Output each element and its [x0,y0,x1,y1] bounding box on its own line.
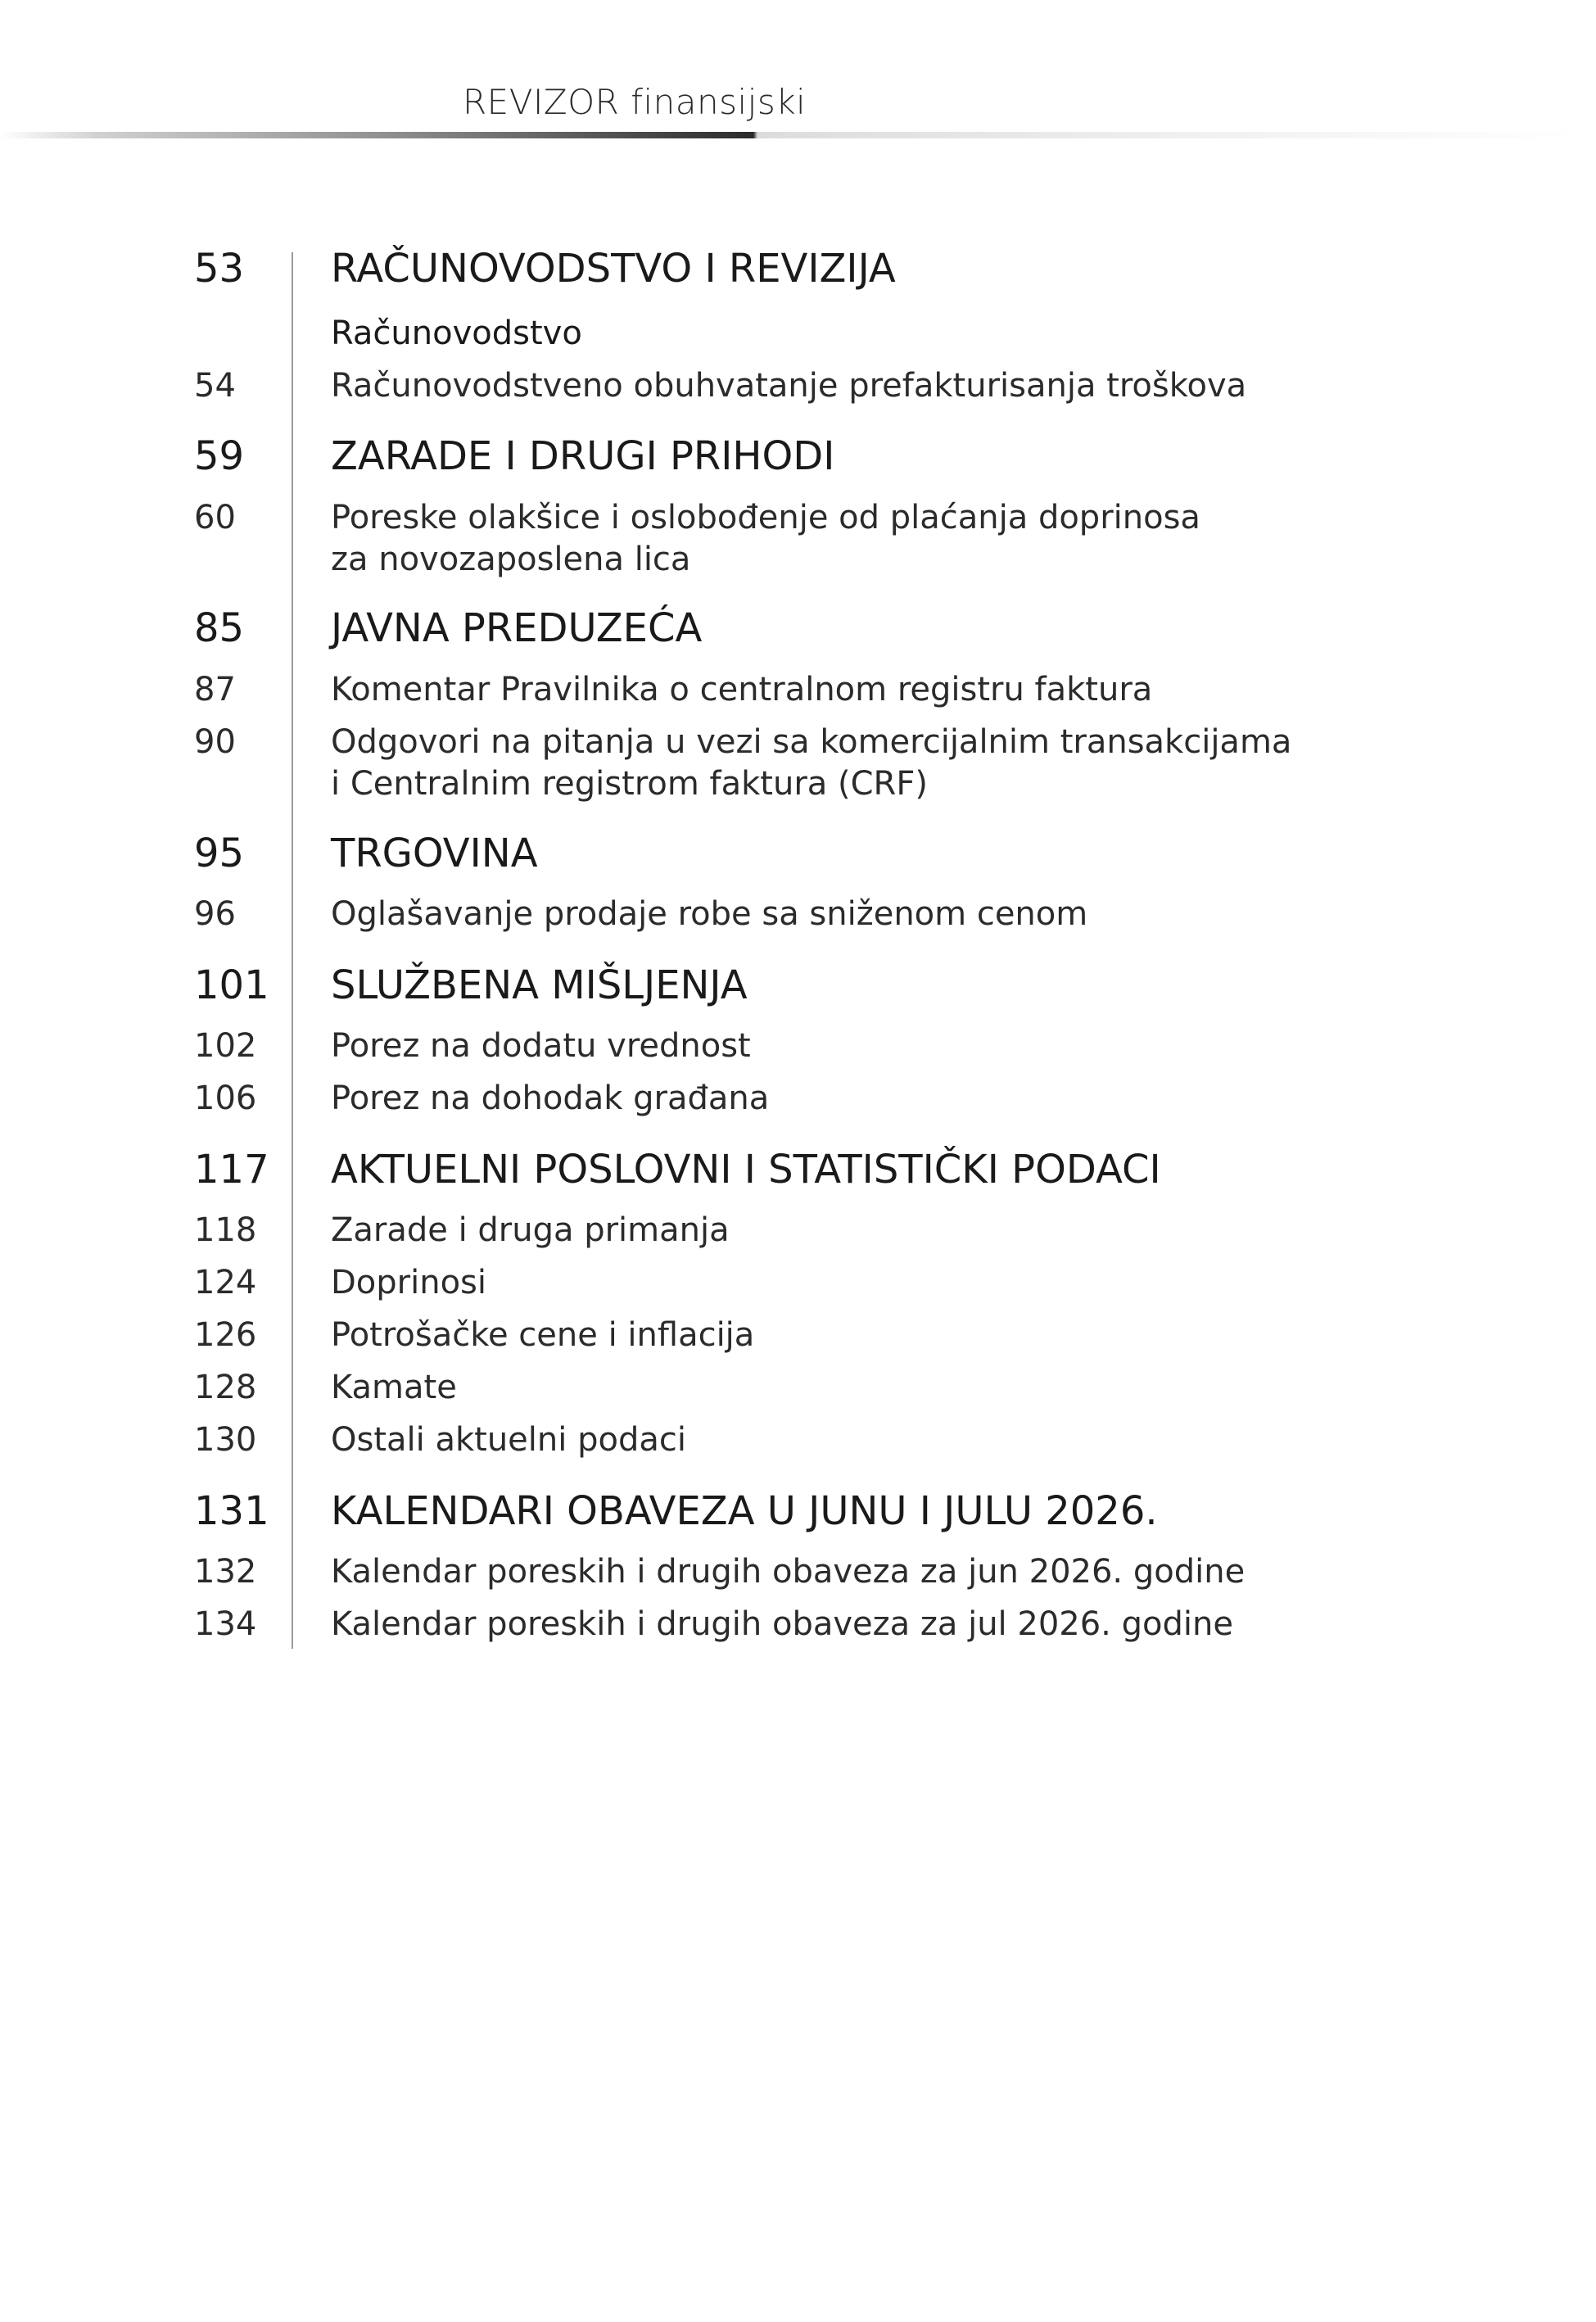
toc-entry-title: Porez na dohodak građana [331,1080,770,1117]
toc-entry-title: Poreske olakšice i oslobođenje od plaćanja doprinosa [331,499,1200,536]
toc-section-title: SLUŽBENA MIŠLJENJA [331,962,748,1008]
toc-page-number: 132 [194,1553,257,1591]
toc-entry-title: Potrošačke cene i inflacija [331,1316,755,1354]
toc-page-number: 101 [194,962,269,1008]
toc-page-number: 90 [194,723,236,761]
toc-page-number: 96 [194,895,236,933]
toc-entry-title: Računovodstveno obuhvatanje prefakturisanja troškova [331,367,1247,405]
toc-page-number: 128 [194,1369,257,1406]
toc-vertical-divider [292,252,293,1649]
toc-entry-title: Kamate [331,1369,457,1406]
toc-entry-title: Odgovori na pitanja u vezi sa komercijalnim transakcijama [331,723,1292,761]
toc-page-number: 102 [194,1027,257,1065]
toc-page-number: 131 [194,1488,269,1534]
toc-page-number: 126 [194,1316,257,1354]
toc-section-title: KALENDARI OBAVEZA U JUNU I JULU 2026. [331,1488,1158,1534]
toc-entry-title: Kalendar poreskih i drugih obaveza za jul 2026. godine [331,1605,1233,1643]
toc-entry-title: Ostali aktuelni podaci [331,1421,686,1459]
toc-page-number: 118 [194,1211,257,1249]
toc-page-number: 106 [194,1080,257,1117]
toc-entry-title: Zarade i druga primanja [331,1211,730,1249]
toc-page-number: 134 [194,1605,257,1643]
toc-subsection-title: Računovodstvo [331,315,582,352]
toc-entry-title: Komentar Pravilnika o centralnom registru faktura [331,671,1153,708]
toc-entry-title: Oglašavanje prodaje robe sa sniženom cenom [331,895,1088,933]
toc-entry-title: Doprinosi [331,1264,486,1301]
toc-page-number: 85 [194,605,245,651]
toc-page-number: 59 [194,433,245,479]
toc-section-title: TRGOVINA [331,831,538,876]
toc-entry-title: Kalendar poreskih i drugih obaveza za jun 2026. godine [331,1553,1246,1591]
toc-page-number: 130 [194,1421,257,1459]
toc-page-number: 53 [194,246,245,292]
toc-page-number: 124 [194,1264,257,1301]
toc-page-number: 54 [194,367,236,405]
toc-entry-title-continued: i Centralnim registrom faktura (CRF) [331,765,928,803]
toc-page-number: 95 [194,831,245,876]
toc-section-title: ZARADE I DRUGI PRIHODI [331,433,835,479]
running-header-title: REVIZOR finansijski [463,82,807,122]
toc-section-title: JAVNA PREDUZEĆA [331,605,703,651]
toc-page-number: 60 [194,499,236,536]
toc-entry-title-continued: za novozaposlena lica [331,541,691,578]
toc-page-number: 117 [194,1147,269,1193]
toc-page-number: 87 [194,671,236,708]
toc-section-title: AKTUELNI POSLOVNI I STATISTIČKI PODACI [331,1147,1161,1193]
toc-entry-title: Porez na dodatu vrednost [331,1027,751,1065]
toc-section-title: RAČUNOVODSTVO I REVIZIJA [331,246,896,292]
